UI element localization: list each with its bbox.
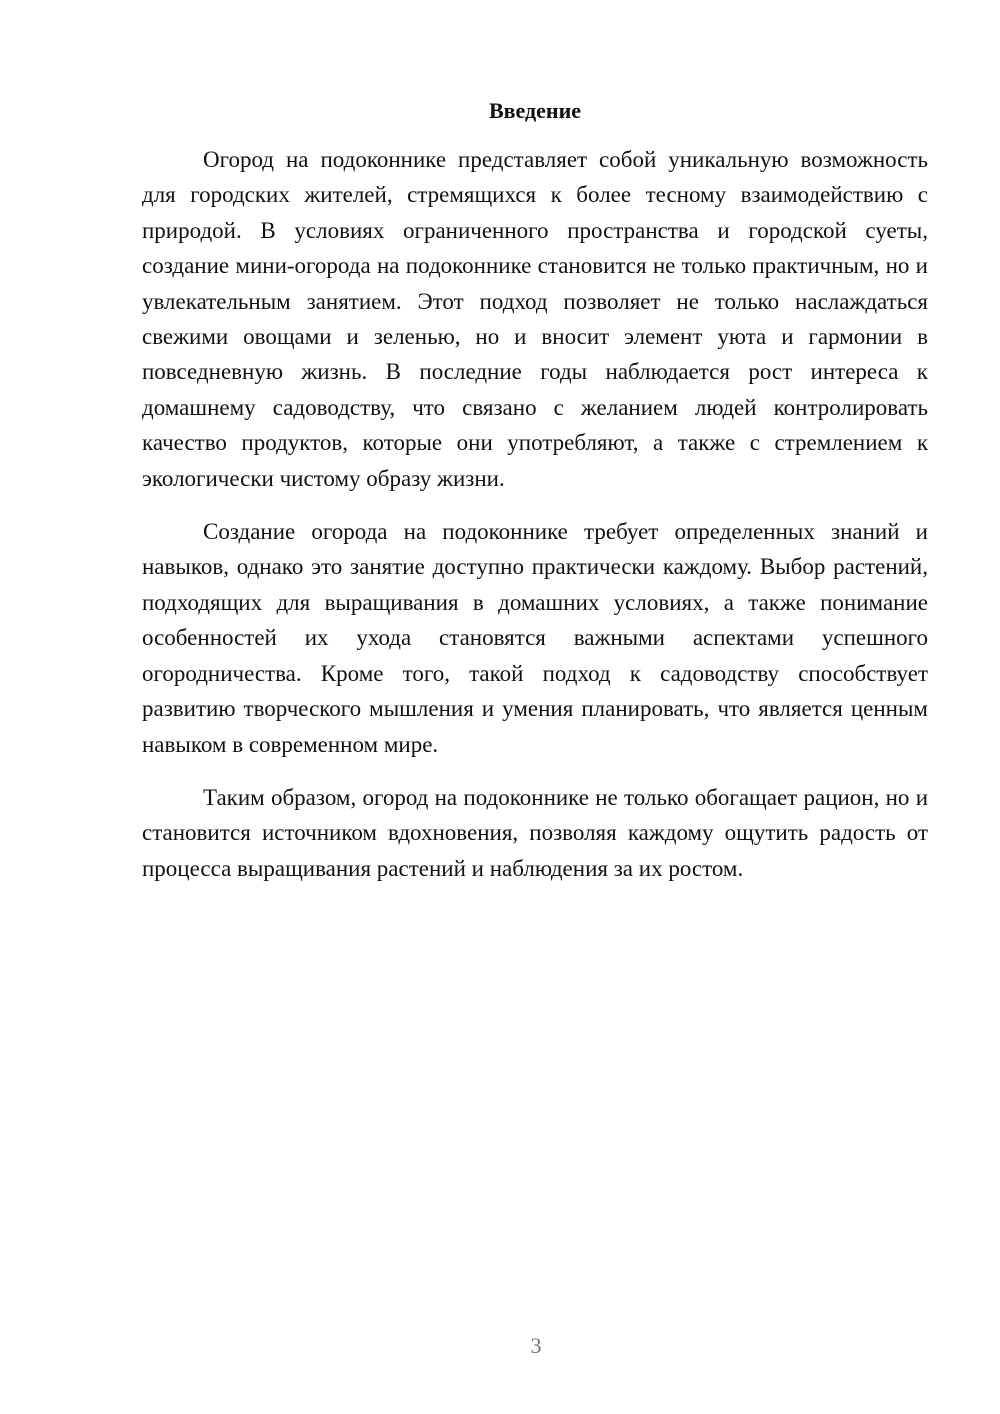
paragraph-2: Создание огорода на подоконнике требует определенных знаний и навыков, однако это занятие доступно практически каждому. Выбор растений, подходящих для выращивания в домашних условиях, а также понимание особенностей их ухода становятся важными аспектами успешного огородничества. Кроме того, такой подход к садоводству способствует развитию творческого мышления и умения планировать, что является ценным навыком в современном мире. [142, 519, 928, 757]
body-text [142, 142, 928, 904]
paragraph-3: Таким образом, огород на подоконнике не только обогащает рацион, но и становится источником вдохновения, позволяя каждому ощутить радость от процесса выращивания растений и наблюдения за их ростом. [142, 784, 928, 881]
section-heading: Введение [488, 98, 582, 123]
page-number: 3 [530, 1333, 542, 1358]
paragraph-1: Огород на подоконнике представляет собой уникальную возможность для городских жителей, стремящихся к более тесному взаимодействию с природой. В условиях ограниченного пространства и городской суеты, создание мини-огорода на подоконнике становится не только практичным, но и увлекательным занятием. Этот подход позволяет не только наслаждаться свежими овощами и зеленью, но и вносит элемент уюта и гармонии в повседневную жизнь. В последние годы наблюдается рост интереса к домашнему садоводству, что связано с желанием людей контролировать качество продуктов, которые они употребляют, а также с стремлением к экологически чистому образу жизни. [142, 147, 928, 491]
